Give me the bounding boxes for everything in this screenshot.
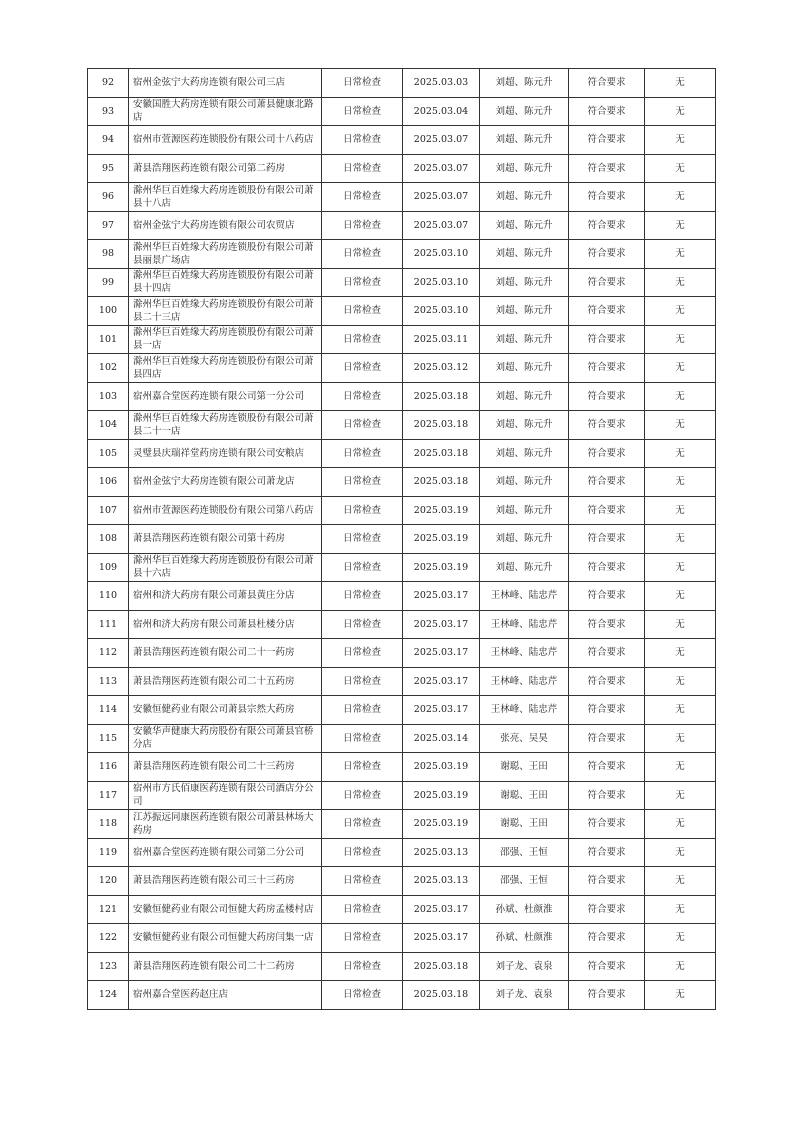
inspectors-cell: 刘超、陈元升 xyxy=(480,354,569,383)
inspection-type-cell: 日常检查 xyxy=(322,496,403,525)
issues-found-cell: 无 xyxy=(645,667,716,696)
inspection-type-cell: 日常检查 xyxy=(322,382,403,411)
row-number-cell: 96 xyxy=(88,183,129,212)
inspection-type-cell: 日常检查 xyxy=(322,696,403,725)
inspection-result-cell: 符合要求 xyxy=(569,69,645,98)
store-name-cell: 滁州华巨百姓缘大药房连锁股份有限公司萧县十八店 xyxy=(129,183,322,212)
inspection-type-cell: 日常检查 xyxy=(322,667,403,696)
row-number-cell: 109 xyxy=(88,553,129,582)
issues-found-cell: 无 xyxy=(645,724,716,753)
inspection-date-cell: 2025.03.10 xyxy=(403,240,480,269)
issues-found-cell: 无 xyxy=(645,69,716,98)
row-number-cell: 117 xyxy=(88,781,129,810)
inspection-table xyxy=(87,68,716,1010)
row-number-cell: 116 xyxy=(88,753,129,782)
issues-found-cell: 无 xyxy=(645,981,716,1010)
issues-found-cell: 无 xyxy=(645,639,716,668)
inspectors-cell: 刘超、陈元升 xyxy=(480,382,569,411)
row-number-cell: 111 xyxy=(88,610,129,639)
table-row xyxy=(88,126,716,155)
inspection-date-cell: 2025.03.18 xyxy=(403,952,480,981)
table-row xyxy=(88,867,716,896)
inspection-type-cell: 日常检查 xyxy=(322,867,403,896)
inspection-type-cell: 日常检查 xyxy=(322,610,403,639)
issues-found-cell: 无 xyxy=(645,582,716,611)
inspection-result-cell: 符合要求 xyxy=(569,525,645,554)
inspection-type-cell: 日常检查 xyxy=(322,468,403,497)
inspection-date-cell: 2025.03.11 xyxy=(403,325,480,354)
inspection-date-cell: 2025.03.07 xyxy=(403,154,480,183)
table-row xyxy=(88,154,716,183)
issues-found-cell: 无 xyxy=(645,468,716,497)
store-name-cell: 安徽国胜大药房连锁有限公司萧县健康北路店 xyxy=(129,97,322,126)
inspection-result-cell: 符合要求 xyxy=(569,126,645,155)
row-number-cell: 107 xyxy=(88,496,129,525)
inspection-date-cell: 2025.03.17 xyxy=(403,667,480,696)
issues-found-cell: 无 xyxy=(645,154,716,183)
store-name-cell: 萧县浩翔医药连锁有限公司二十一药房 xyxy=(129,639,322,668)
row-number-cell: 120 xyxy=(88,867,129,896)
row-number-cell: 97 xyxy=(88,211,129,240)
inspectors-cell: 刘超、陈元升 xyxy=(480,297,569,326)
inspection-result-cell: 符合要求 xyxy=(569,724,645,753)
store-name-cell: 宿州嘉合堂医药连锁有限公司第一分公司 xyxy=(129,382,322,411)
store-name-cell: 安徽恒健药业有限公司恒健大药房孟楼村店 xyxy=(129,895,322,924)
inspection-type-cell: 日常检查 xyxy=(322,240,403,269)
table-row xyxy=(88,582,716,611)
inspectors-cell: 刘子龙、袁泉 xyxy=(480,981,569,1010)
table-row xyxy=(88,639,716,668)
row-number-cell: 95 xyxy=(88,154,129,183)
store-name-cell: 宿州金弦宁大药房连锁有限公司农贸店 xyxy=(129,211,322,240)
table-row xyxy=(88,952,716,981)
table-row xyxy=(88,297,716,326)
issues-found-cell: 无 xyxy=(645,753,716,782)
issues-found-cell: 无 xyxy=(645,838,716,867)
inspection-result-cell: 符合要求 xyxy=(569,211,645,240)
inspection-type-cell: 日常检查 xyxy=(322,924,403,953)
inspection-date-cell: 2025.03.19 xyxy=(403,781,480,810)
inspection-type-cell: 日常检查 xyxy=(322,297,403,326)
issues-found-cell: 无 xyxy=(645,411,716,440)
inspection-result-cell: 符合要求 xyxy=(569,354,645,383)
inspection-date-cell: 2025.03.18 xyxy=(403,411,480,440)
store-name-cell: 滁州华巨百姓缘大药房连锁股份有限公司萧县丽景广场店 xyxy=(129,240,322,269)
inspection-result-cell: 符合要求 xyxy=(569,240,645,269)
table-row xyxy=(88,781,716,810)
table-row xyxy=(88,981,716,1010)
inspection-type-cell: 日常检查 xyxy=(322,354,403,383)
row-number-cell: 98 xyxy=(88,240,129,269)
inspection-date-cell: 2025.03.17 xyxy=(403,639,480,668)
row-number-cell: 121 xyxy=(88,895,129,924)
store-name-cell: 宿州金弦宁大药房连锁有限公司三店 xyxy=(129,69,322,98)
table-row xyxy=(88,838,716,867)
issues-found-cell: 无 xyxy=(645,382,716,411)
inspectors-cell: 刘超、陈元升 xyxy=(480,496,569,525)
table-row xyxy=(88,97,716,126)
inspection-type-cell: 日常检查 xyxy=(322,97,403,126)
inspection-result-cell: 符合要求 xyxy=(569,981,645,1010)
store-name-cell: 宿州市萱源医药连锁股份有限公司第八药店 xyxy=(129,496,322,525)
inspectors-cell: 刘超、陈元升 xyxy=(480,411,569,440)
row-number-cell: 92 xyxy=(88,69,129,98)
inspection-result-cell: 符合要求 xyxy=(569,610,645,639)
inspection-result-cell: 符合要求 xyxy=(569,183,645,212)
inspection-result-cell: 符合要求 xyxy=(569,154,645,183)
store-name-cell: 萧县浩翔医药连锁有限公司第十药房 xyxy=(129,525,322,554)
inspectors-cell: 谢聪、王田 xyxy=(480,810,569,839)
table-row xyxy=(88,411,716,440)
table-row xyxy=(88,439,716,468)
row-number-cell: 94 xyxy=(88,126,129,155)
inspection-result-cell: 符合要求 xyxy=(569,924,645,953)
inspection-type-cell: 日常检查 xyxy=(322,126,403,155)
inspection-date-cell: 2025.03.07 xyxy=(403,126,480,155)
store-name-cell: 滁州华巨百姓缘大药房连锁股份有限公司萧县二十一店 xyxy=(129,411,322,440)
inspection-date-cell: 2025.03.03 xyxy=(403,69,480,98)
inspection-result-cell: 符合要求 xyxy=(569,382,645,411)
issues-found-cell: 无 xyxy=(645,924,716,953)
row-number-cell: 104 xyxy=(88,411,129,440)
inspection-result-cell: 符合要求 xyxy=(569,468,645,497)
inspectors-cell: 王林峰、陆忠芹 xyxy=(480,639,569,668)
issues-found-cell: 无 xyxy=(645,354,716,383)
store-name-cell: 萧县浩翔医药连锁有限公司二十二药房 xyxy=(129,952,322,981)
inspectors-cell: 刘超、陈元升 xyxy=(480,154,569,183)
table-row xyxy=(88,69,716,98)
store-name-cell: 宿州嘉合堂医药赵庄店 xyxy=(129,981,322,1010)
store-name-cell: 宿州和济大药房有限公司萧县杜楼分店 xyxy=(129,610,322,639)
issues-found-cell: 无 xyxy=(645,867,716,896)
table-row xyxy=(88,354,716,383)
inspection-result-cell: 符合要求 xyxy=(569,325,645,354)
inspection-type-cell: 日常检查 xyxy=(322,753,403,782)
inspection-date-cell: 2025.03.18 xyxy=(403,468,480,497)
inspection-type-cell: 日常检查 xyxy=(322,724,403,753)
row-number-cell: 103 xyxy=(88,382,129,411)
inspection-result-cell: 符合要求 xyxy=(569,781,645,810)
inspectors-cell: 刘超、陈元升 xyxy=(480,268,569,297)
inspectors-cell: 谢聪、王田 xyxy=(480,781,569,810)
inspection-result-cell: 符合要求 xyxy=(569,496,645,525)
row-number-cell: 112 xyxy=(88,639,129,668)
inspection-date-cell: 2025.03.17 xyxy=(403,895,480,924)
inspection-type-cell: 日常检查 xyxy=(322,781,403,810)
issues-found-cell: 无 xyxy=(645,268,716,297)
table-row xyxy=(88,810,716,839)
table-row xyxy=(88,667,716,696)
row-number-cell: 119 xyxy=(88,838,129,867)
inspection-type-cell: 日常检查 xyxy=(322,411,403,440)
inspection-type-cell: 日常检查 xyxy=(322,639,403,668)
inspection-result-cell: 符合要求 xyxy=(569,696,645,725)
table-row xyxy=(88,895,716,924)
inspection-type-cell: 日常检查 xyxy=(322,183,403,212)
issues-found-cell: 无 xyxy=(645,297,716,326)
store-name-cell: 宿州市萱源医药连锁股份有限公司十八药店 xyxy=(129,126,322,155)
inspection-date-cell: 2025.03.18 xyxy=(403,981,480,1010)
inspection-date-cell: 2025.03.19 xyxy=(403,553,480,582)
inspection-type-cell: 日常检查 xyxy=(322,582,403,611)
issues-found-cell: 无 xyxy=(645,325,716,354)
issues-found-cell: 无 xyxy=(645,895,716,924)
table-row xyxy=(88,610,716,639)
inspection-date-cell: 2025.03.17 xyxy=(403,610,480,639)
inspection-date-cell: 2025.03.17 xyxy=(403,582,480,611)
inspection-result-cell: 符合要求 xyxy=(569,838,645,867)
inspection-type-cell: 日常检查 xyxy=(322,69,403,98)
inspection-date-cell: 2025.03.07 xyxy=(403,183,480,212)
store-name-cell: 灵璧县庆瑞祥堂药房连锁有限公司安粮店 xyxy=(129,439,322,468)
store-name-cell: 萧县浩翔医药连锁有限公司二十三药房 xyxy=(129,753,322,782)
issues-found-cell: 无 xyxy=(645,496,716,525)
inspection-type-cell: 日常检查 xyxy=(322,895,403,924)
inspection-date-cell: 2025.03.18 xyxy=(403,439,480,468)
row-number-cell: 114 xyxy=(88,696,129,725)
inspectors-cell: 孙斌、杜颜淮 xyxy=(480,924,569,953)
inspection-result-cell: 符合要求 xyxy=(569,268,645,297)
row-number-cell: 105 xyxy=(88,439,129,468)
table-row xyxy=(88,211,716,240)
inspectors-cell: 刘超、陈元升 xyxy=(480,97,569,126)
inspection-date-cell: 2025.03.19 xyxy=(403,525,480,554)
issues-found-cell: 无 xyxy=(645,610,716,639)
issues-found-cell: 无 xyxy=(645,211,716,240)
inspectors-cell: 谢聪、王田 xyxy=(480,753,569,782)
store-name-cell: 滁州华巨百姓缘大药房连锁股份有限公司萧县四店 xyxy=(129,354,322,383)
inspection-type-cell: 日常检查 xyxy=(322,268,403,297)
issues-found-cell: 无 xyxy=(645,97,716,126)
store-name-cell: 江苏振远同康医药连锁有限公司萧县林场大药房 xyxy=(129,810,322,839)
inspection-date-cell: 2025.03.10 xyxy=(403,268,480,297)
store-name-cell: 宿州和济大药房有限公司萧县黄庄分店 xyxy=(129,582,322,611)
issues-found-cell: 无 xyxy=(645,810,716,839)
inspectors-cell: 王林峰、陆忠芹 xyxy=(480,696,569,725)
inspectors-cell: 刘超、陈元升 xyxy=(480,468,569,497)
issues-found-cell: 无 xyxy=(645,696,716,725)
table-row xyxy=(88,268,716,297)
inspection-result-cell: 符合要求 xyxy=(569,753,645,782)
inspection-result-cell: 符合要求 xyxy=(569,553,645,582)
row-number-cell: 93 xyxy=(88,97,129,126)
table-row xyxy=(88,924,716,953)
store-name-cell: 萧县浩翔医药连锁有限公司第二药房 xyxy=(129,154,322,183)
table-row xyxy=(88,382,716,411)
inspection-type-cell: 日常检查 xyxy=(322,952,403,981)
inspectors-cell: 孙斌、杜颜淮 xyxy=(480,895,569,924)
inspectors-cell: 刘超、陈元升 xyxy=(480,183,569,212)
inspection-result-cell: 符合要求 xyxy=(569,582,645,611)
inspectors-cell: 刘超、陈元升 xyxy=(480,211,569,240)
inspectors-cell: 刘超、陈元升 xyxy=(480,240,569,269)
store-name-cell: 滁州华巨百姓缘大药房连锁股份有限公司萧县十六店 xyxy=(129,553,322,582)
row-number-cell: 100 xyxy=(88,297,129,326)
inspection-date-cell: 2025.03.10 xyxy=(403,297,480,326)
inspection-date-cell: 2025.03.17 xyxy=(403,924,480,953)
inspection-date-cell: 2025.03.12 xyxy=(403,354,480,383)
inspection-result-cell: 符合要求 xyxy=(569,411,645,440)
inspection-result-cell: 符合要求 xyxy=(569,297,645,326)
inspectors-cell: 邵强、王恒 xyxy=(480,867,569,896)
row-number-cell: 108 xyxy=(88,525,129,554)
inspectors-cell: 刘子龙、袁泉 xyxy=(480,952,569,981)
inspectors-cell: 刘超、陈元升 xyxy=(480,126,569,155)
inspection-type-cell: 日常检查 xyxy=(322,439,403,468)
store-name-cell: 萧县浩翔医药连锁有限公司二十五药房 xyxy=(129,667,322,696)
issues-found-cell: 无 xyxy=(645,240,716,269)
row-number-cell: 124 xyxy=(88,981,129,1010)
inspection-date-cell: 2025.03.19 xyxy=(403,753,480,782)
store-name-cell: 滁州华巨百姓缘大药房连锁股份有限公司萧县一店 xyxy=(129,325,322,354)
store-name-cell: 滁州华巨百姓缘大药房连锁股份有限公司萧县二十三店 xyxy=(129,297,322,326)
row-number-cell: 110 xyxy=(88,582,129,611)
inspectors-cell: 王林峰、陆忠芹 xyxy=(480,610,569,639)
inspection-type-cell: 日常检查 xyxy=(322,211,403,240)
inspection-date-cell: 2025.03.19 xyxy=(403,496,480,525)
table-row xyxy=(88,724,716,753)
inspection-result-cell: 符合要求 xyxy=(569,952,645,981)
inspection-result-cell: 符合要求 xyxy=(569,895,645,924)
inspection-table-body xyxy=(88,69,716,1010)
issues-found-cell: 无 xyxy=(645,553,716,582)
inspection-result-cell: 符合要求 xyxy=(569,439,645,468)
row-number-cell: 123 xyxy=(88,952,129,981)
inspectors-cell: 刘超、陈元升 xyxy=(480,439,569,468)
store-name-cell: 萧县浩翔医药连锁有限公司三十三药房 xyxy=(129,867,322,896)
issues-found-cell: 无 xyxy=(645,781,716,810)
inspectors-cell: 张亮、吴昊 xyxy=(480,724,569,753)
table-row xyxy=(88,325,716,354)
inspectors-cell: 刘超、陈元升 xyxy=(480,69,569,98)
inspection-type-cell: 日常检查 xyxy=(322,838,403,867)
store-name-cell: 安徽华声健康大药房股份有限公司萧县官桥分店 xyxy=(129,724,322,753)
issues-found-cell: 无 xyxy=(645,952,716,981)
store-name-cell: 安徽恒健药业有限公司萧县宗然大药房 xyxy=(129,696,322,725)
inspection-result-cell: 符合要求 xyxy=(569,667,645,696)
table-row xyxy=(88,183,716,212)
inspection-type-cell: 日常检查 xyxy=(322,154,403,183)
table-row xyxy=(88,753,716,782)
inspection-date-cell: 2025.03.13 xyxy=(403,838,480,867)
row-number-cell: 101 xyxy=(88,325,129,354)
inspection-result-cell: 符合要求 xyxy=(569,867,645,896)
inspection-date-cell: 2025.03.13 xyxy=(403,867,480,896)
table-row xyxy=(88,468,716,497)
inspectors-cell: 王林峰、陆忠芹 xyxy=(480,582,569,611)
table-row xyxy=(88,240,716,269)
inspection-type-cell: 日常检查 xyxy=(322,325,403,354)
issues-found-cell: 无 xyxy=(645,126,716,155)
inspection-date-cell: 2025.03.17 xyxy=(403,696,480,725)
inspection-date-cell: 2025.03.19 xyxy=(403,810,480,839)
inspectors-cell: 邵强、王恒 xyxy=(480,838,569,867)
store-name-cell: 宿州嘉合堂医药连锁有限公司第二分公司 xyxy=(129,838,322,867)
row-number-cell: 115 xyxy=(88,724,129,753)
inspection-date-cell: 2025.03.18 xyxy=(403,382,480,411)
inspection-result-cell: 符合要求 xyxy=(569,97,645,126)
table-row xyxy=(88,525,716,554)
inspection-type-cell: 日常检查 xyxy=(322,553,403,582)
table-row xyxy=(88,553,716,582)
table-row xyxy=(88,696,716,725)
row-number-cell: 106 xyxy=(88,468,129,497)
row-number-cell: 99 xyxy=(88,268,129,297)
inspectors-cell: 刘超、陈元升 xyxy=(480,553,569,582)
row-number-cell: 113 xyxy=(88,667,129,696)
table-row xyxy=(88,496,716,525)
issues-found-cell: 无 xyxy=(645,525,716,554)
inspection-type-cell: 日常检查 xyxy=(322,981,403,1010)
inspection-type-cell: 日常检查 xyxy=(322,525,403,554)
inspectors-cell: 刘超、陈元升 xyxy=(480,325,569,354)
inspectors-cell: 刘超、陈元升 xyxy=(480,525,569,554)
row-number-cell: 102 xyxy=(88,354,129,383)
inspection-type-cell: 日常检查 xyxy=(322,810,403,839)
row-number-cell: 118 xyxy=(88,810,129,839)
store-name-cell: 宿州市方氏佰康医药连锁有限公司酒店分公司 xyxy=(129,781,322,810)
inspection-date-cell: 2025.03.07 xyxy=(403,211,480,240)
store-name-cell: 宿州金弦宁大药房连锁有限公司萧龙店 xyxy=(129,468,322,497)
store-name-cell: 滁州华巨百姓缘大药房连锁股份有限公司萧县十四店 xyxy=(129,268,322,297)
inspection-result-cell: 符合要求 xyxy=(569,810,645,839)
inspection-date-cell: 2025.03.14 xyxy=(403,724,480,753)
inspection-result-cell: 符合要求 xyxy=(569,639,645,668)
row-number-cell: 122 xyxy=(88,924,129,953)
issues-found-cell: 无 xyxy=(645,439,716,468)
inspection-date-cell: 2025.03.04 xyxy=(403,97,480,126)
issues-found-cell: 无 xyxy=(645,183,716,212)
inspectors-cell: 王林峰、陆忠芹 xyxy=(480,667,569,696)
store-name-cell: 安徽恒健药业有限公司恒健大药房闫集一店 xyxy=(129,924,322,953)
